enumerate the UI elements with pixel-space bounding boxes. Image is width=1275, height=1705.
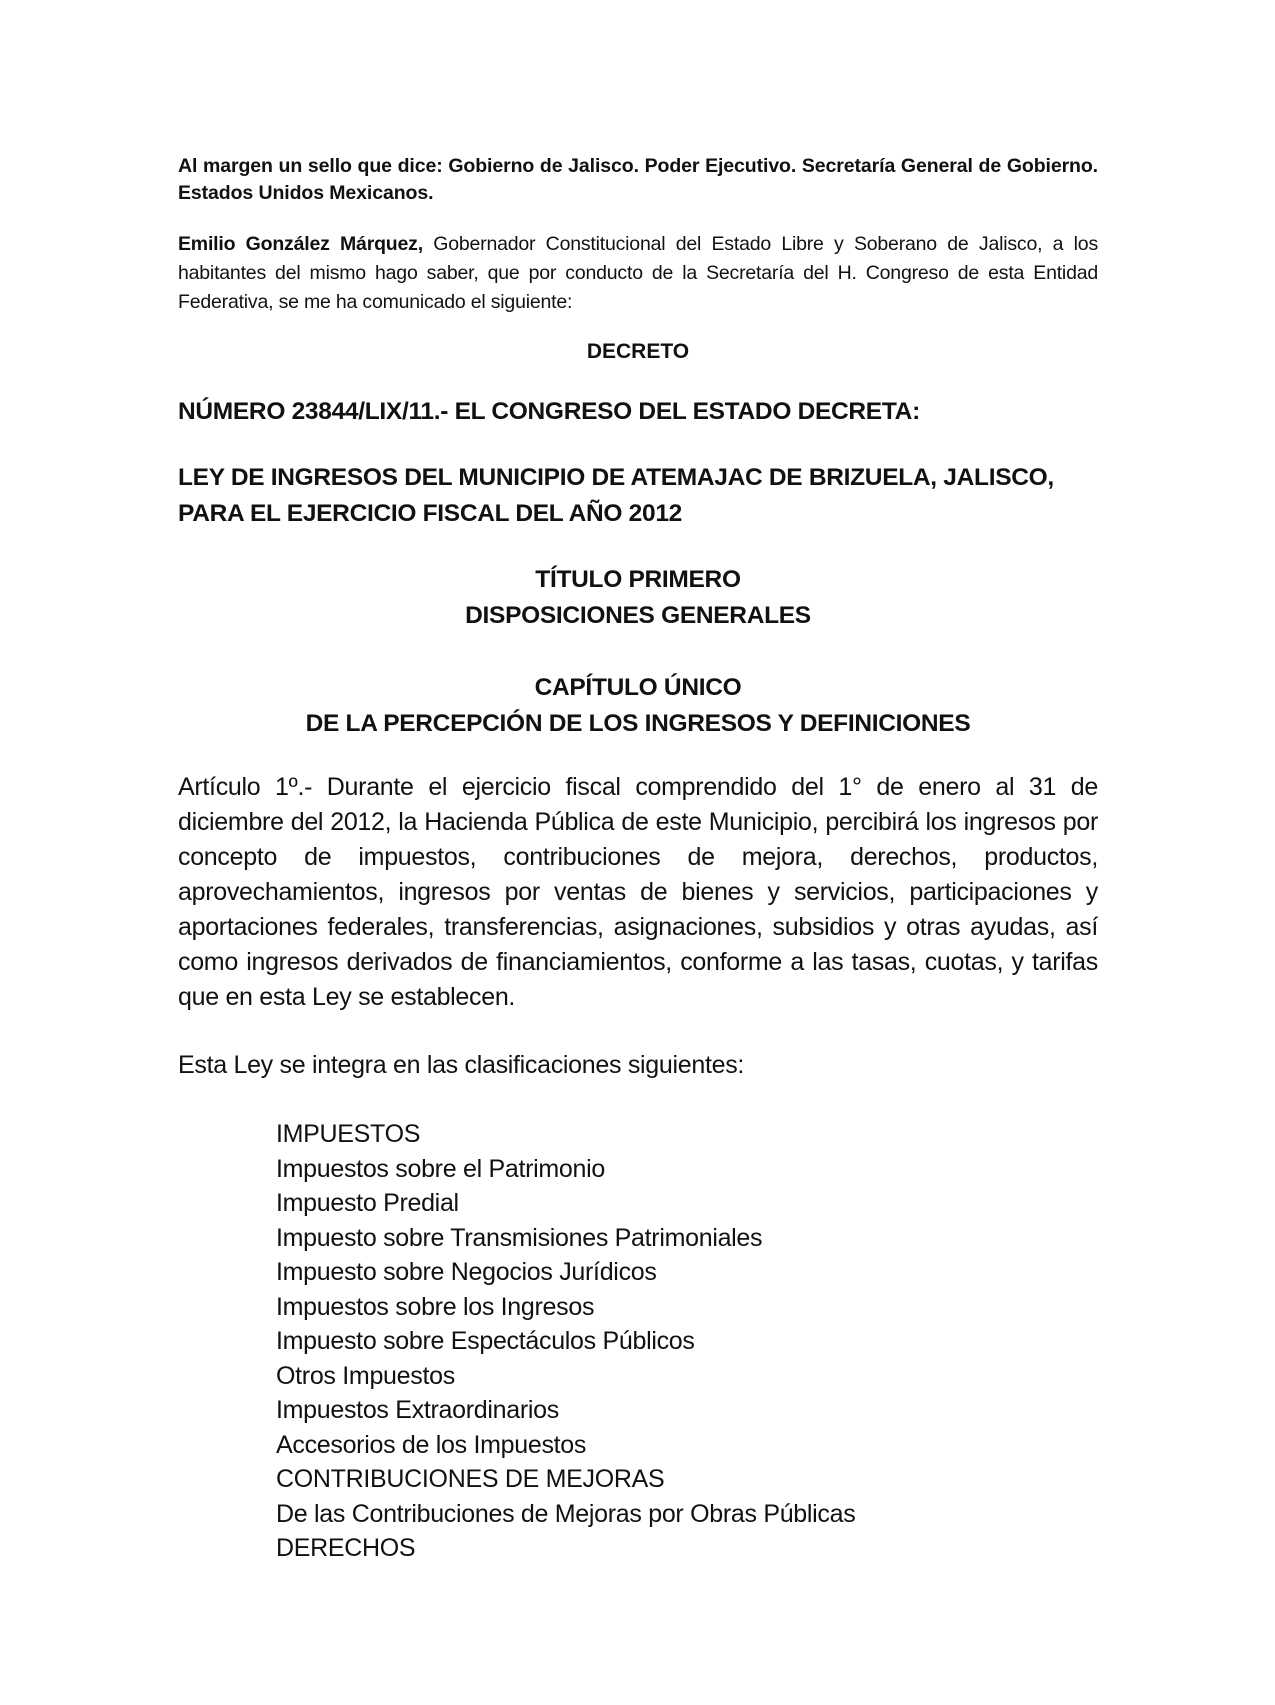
title-heading-block (178, 562, 1098, 634)
law-title-line-2: PARA EL EJERCICIO FISCAL DEL AÑO 2012 (178, 500, 682, 527)
list-item: De las Contribuciones de Mejoras por Obras Públicas (276, 1499, 856, 1528)
list-item: Impuestos sobre los Ingresos (276, 1292, 595, 1321)
list-item: Impuesto sobre Negocios Jurídicos (276, 1258, 657, 1286)
intro-text: Gobernador Constitucional del Estado Libre y Soberano de Jalisco, a los habitantes del mismo hago saber, que por conducto de la Secretaría del H. Congreso de esta Entidad Federativa, se me ha comunicado el siguiente: (178, 233, 1098, 313)
law-title-line-1: LEY DE INGRESOS DEL MUNICIPIO DE ATEMAJAC DE BRIZUELA, JALISCO, (178, 464, 1054, 491)
list-item: IMPUESTOS (276, 1120, 421, 1148)
governor-intro (178, 230, 1098, 317)
chapter-heading: CAPÍTULO ÚNICO (534, 674, 742, 701)
list-item: CONTRIBUCIONES DE MEJORAS (276, 1465, 665, 1493)
title-heading: TÍTULO PRIMERO (535, 566, 741, 593)
list-item: Impuesto sobre Espectáculos Públicos (276, 1327, 695, 1355)
classifications-intro: Esta Ley se integra en las clasificaciones siguientes: (178, 1051, 745, 1079)
list-item: Impuesto Predial (276, 1189, 459, 1217)
list-item: Impuestos Extraordinarios (276, 1396, 559, 1424)
list-item: Accesorios de los Impuestos (276, 1430, 587, 1459)
list-item: Otros Impuestos (276, 1361, 455, 1390)
law-title (178, 460, 1138, 532)
list-item: DERECHOS (276, 1534, 416, 1562)
governor-name: Emilio González Márquez, (178, 233, 423, 255)
list-item: Impuestos sobre el Patrimonio (276, 1154, 605, 1183)
article-1-text: Artículo 1º.- Durante el ejercicio fiscal comprendido del 1° de enero al 31 de diciembre del 2012, la Hacienda Pública de este Municipio, percibirá los ingresos por concepto de impuestos, contribuciones de mejora, derechos, productos, aprovechamientos, ingresos por ventas de bienes y servicios, participaciones y aportaciones federales, transferencias, asignaciones, subsidios y otras ayudas, así como ingresos derivados de financiamientos, conforme a las tasas, cuotas, y tarifas que en esta Ley se establecen. (178, 773, 1098, 1011)
list-item: Impuesto sobre Transmisiones Patrimoniales (276, 1223, 763, 1252)
chapter-subheading: DE LA PERCEPCIÓN DE LOS INGRESOS Y DEFINICIONES (305, 710, 971, 737)
title-subheading: DISPOSICIONES GENERALES (465, 602, 811, 629)
seal-margin-note: Al margen un sello que dice: Gobierno de Jalisco. Poder Ejecutivo. Secretaría General de Gobierno. Estados Unidos Mexicanos. (178, 155, 1098, 204)
decree-label: DECRETO (586, 340, 690, 363)
classifications-list (276, 1117, 1136, 1566)
chapter-heading-block (178, 670, 1098, 742)
decree-number: NÚMERO 23844/LIX/11.- EL CONGRESO DEL ESTADO DECRETA: (178, 398, 920, 425)
